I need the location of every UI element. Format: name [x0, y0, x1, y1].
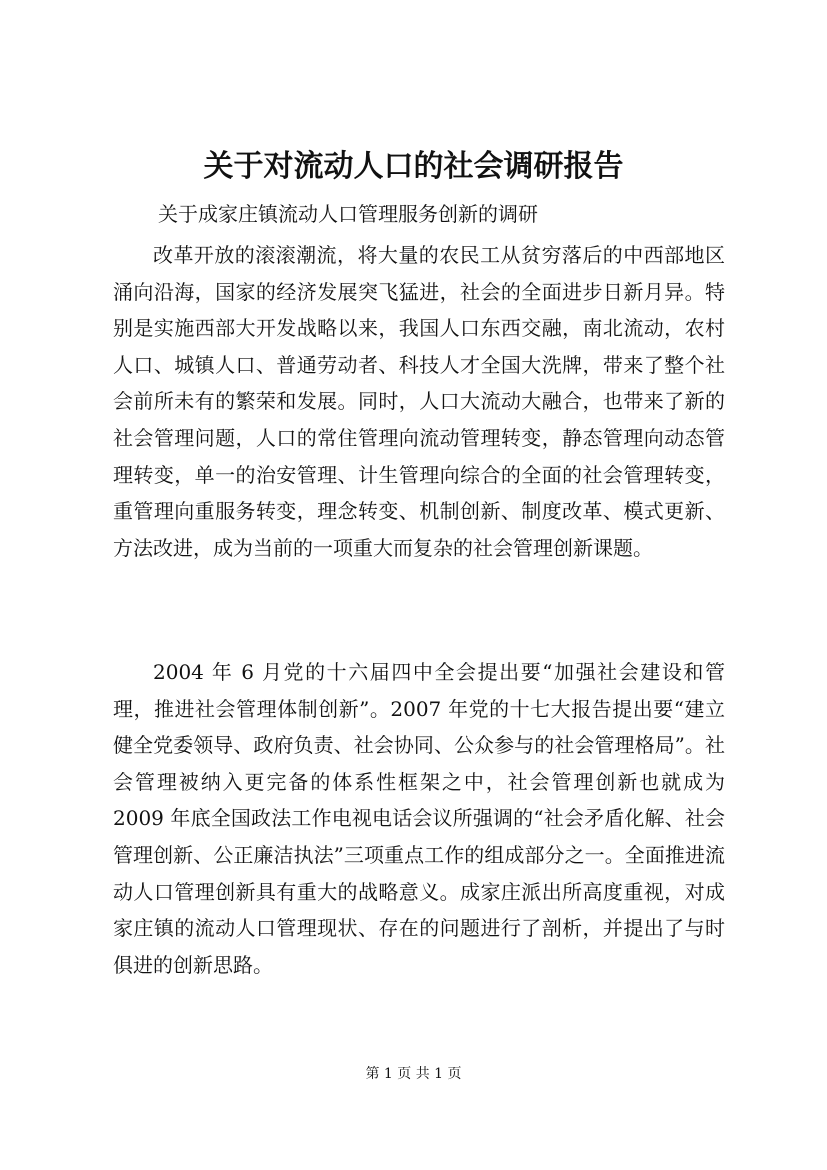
page-footer: 第 1 页 共 1 页	[365, 1066, 462, 1082]
document-subtitle: 关于成家庄镇流动人口管理服务创新的调研	[158, 202, 538, 226]
document-title: 关于对流动人口的社会调研报告	[203, 149, 624, 184]
body-paragraph-1: 改革开放的滚滚潮流，将大量的农民工从贫穷落后的中西部地区涌向沿海，国家的经济发展突飞猛进，社会的全面进步日新月异。特别是实施西部大开发战略以来，我国人口东西交融，南北流动，农村人口、城镇人口、普通劳动者、科技人才全国大洗牌，带来了整个社会前所未有的繁荣和发展。同时，人口大流动大融合，也带来了新的社会管理问题，人口的常住管理向流动管理转变，静态管理向动态管理转变，单一的治安管理、计生管理向综合的全面的社会管理转变，重管理向重服务转变，理念转变、机制创新、制度改革、模式更新、方法改进，成为当前的一项重大而复杂的社会管理创新课题。	[113, 243, 725, 560]
body-paragraph-2: 2004 年 6 月党的十六届四中全会提出要“加强社会建设和管理，推进社会管理体制创新”。2007 年党的十七大报告提出要“建立健全党委领导、政府负责、社会协同、公众参与的社会管理格局”。社会管理被纳入更完备的体系性框架之中，社会管理创新也就成为 2009 年底全国政法工作电视电话会议所强调的“社会矛盾化解、社会管理创新、公正廉洁执法”三项重点工作的组成部分之一。全面推进流动人口管理创新具有重大的战略意义。成家庄派出所高度重视，对成家庄镇的流动人口管理现状、存在的问题进行了剖析，并提出了与时俱进的创新思路。	[113, 660, 725, 977]
